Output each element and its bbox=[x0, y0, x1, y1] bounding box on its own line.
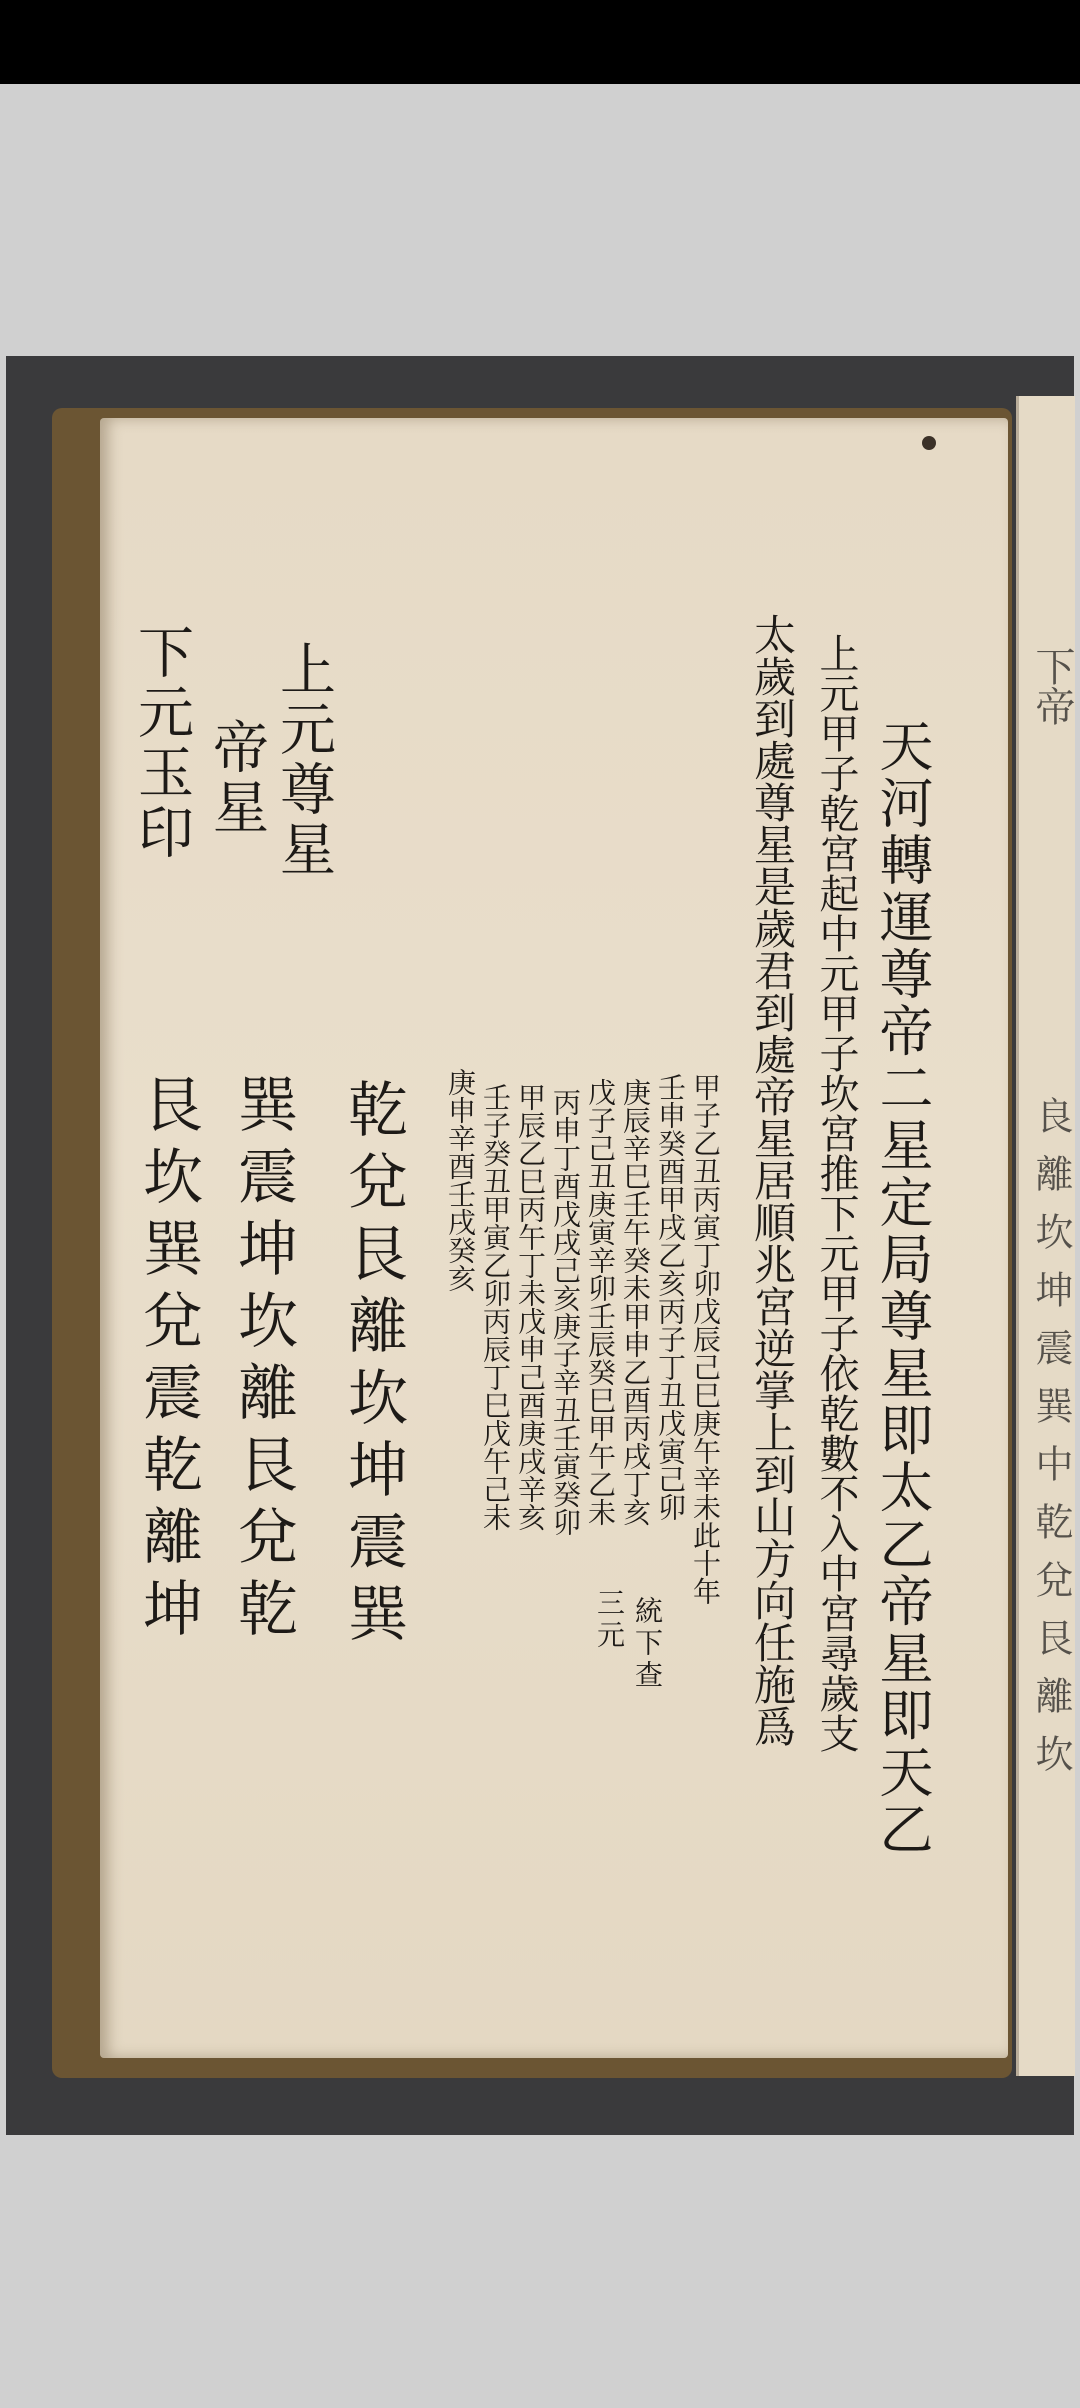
year-column: 庚申辛酉壬戌癸亥 bbox=[444, 1068, 477, 1292]
year-column: 甲辰乙巳丙午丁未戊申己酉庚戌辛亥 bbox=[514, 1083, 547, 1531]
section-label: 上元尊星 bbox=[271, 640, 336, 880]
trigram-sequence: 巽震坤坎離艮兌乾 bbox=[228, 1073, 298, 1649]
trigram-sequence: 乾兌艮離坎坤震巽 bbox=[338, 1078, 408, 1654]
year-column: 壬申癸酉甲戌乙亥丙子丁丑戊寅己卯 bbox=[654, 1073, 687, 1521]
trigram-sequence: 艮坎巽兌震乾離坤 bbox=[133, 1073, 203, 1649]
year-column: 丙申丁酉戊戌己亥庚子辛丑壬寅癸卯 bbox=[549, 1088, 582, 1536]
next-page-column: 下帝 bbox=[1029, 646, 1075, 726]
section-label: 下元玉印 bbox=[129, 623, 194, 863]
next-page-strip bbox=[1016, 396, 1075, 2076]
side-note: 三元 bbox=[593, 1588, 626, 1652]
binding-hole bbox=[922, 436, 936, 450]
manuscript-page bbox=[100, 418, 1008, 2058]
year-column: 戊子己丑庚寅辛卯壬辰癸巳甲午乙未 bbox=[584, 1078, 617, 1526]
top-black-bar bbox=[0, 0, 1080, 84]
next-page-column: 良離坎坤震巽中乾兌艮離坎 bbox=[1029, 1096, 1073, 1792]
year-column: 甲子乙丑丙寅丁卯戊辰己巳庚午辛未此十年 bbox=[689, 1073, 722, 1605]
text-column: 天河轉運尊帝二星定局尊星即太乙帝星即天乙 bbox=[871, 718, 934, 1858]
text-column: 太歲到處尊星是歲君到處帝星居順兆宮逆掌上到山方向任施爲 bbox=[748, 613, 797, 1747]
text-column: 上元甲子乾宮起中元甲子坎宮推下元甲子依乾數不入中宮尋歲支 bbox=[813, 633, 859, 1753]
year-column: 壬子癸丑甲寅乙卯丙辰丁巳戊午己未 bbox=[479, 1083, 512, 1531]
year-column: 庚辰辛巳壬午癸未甲申乙酉丙戌丁亥 bbox=[619, 1078, 652, 1526]
side-note: 統下查 bbox=[631, 1596, 664, 1692]
section-label: 帝星 bbox=[204, 718, 269, 838]
